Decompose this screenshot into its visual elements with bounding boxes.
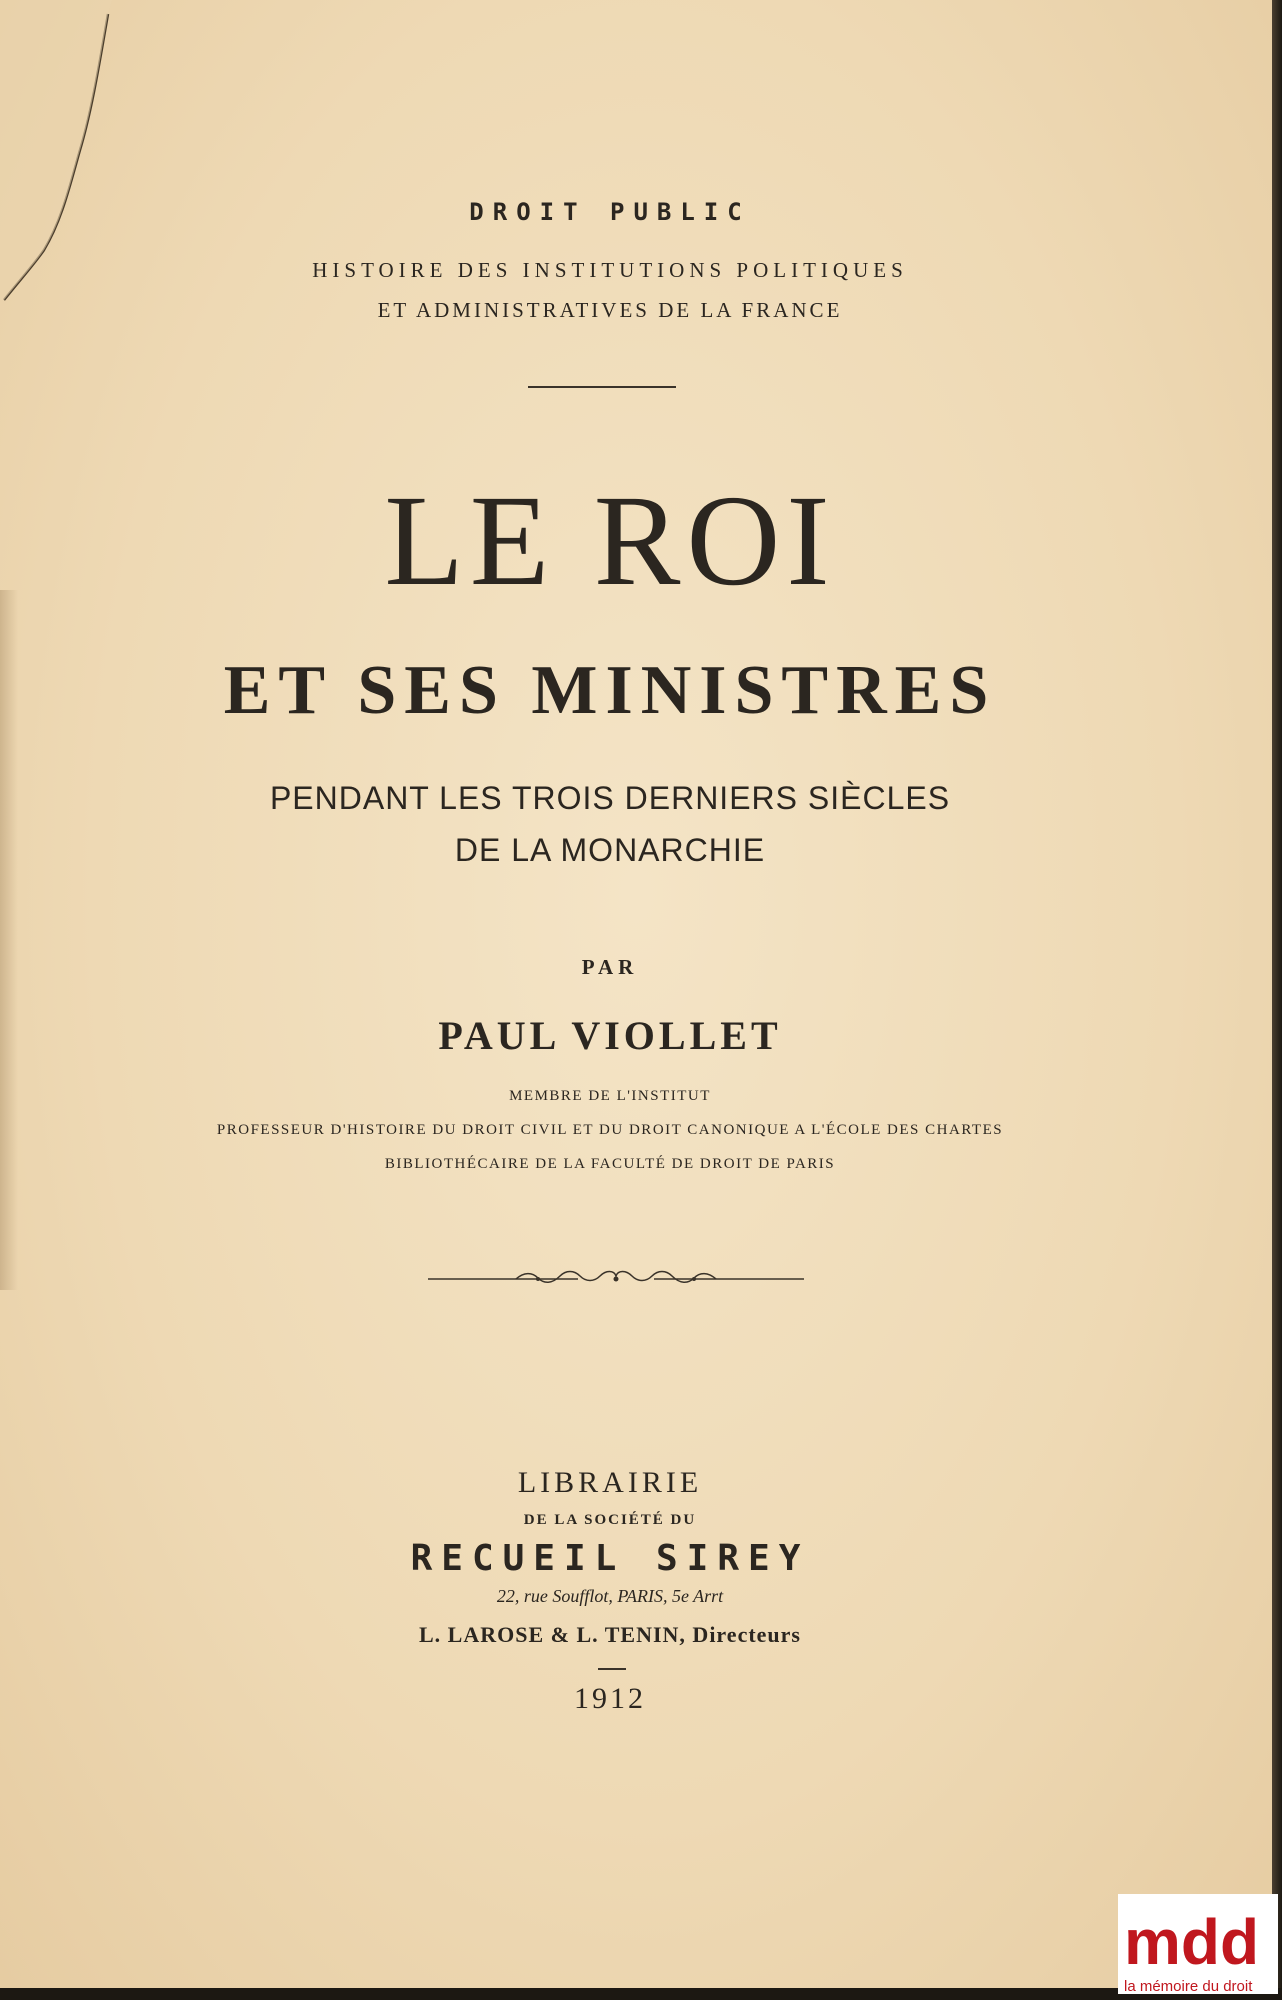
book-subtitle-line2: DE LA MONARCHIE [454, 832, 766, 868]
book-title: LE ROI [384, 469, 836, 613]
book-subtitle-line1: PENDANT LES TROIS DERNIERS SIÈCLES [269, 780, 951, 816]
series-subtitle-line2: ET ADMINISTRATIVES DE LA FRANCE [377, 298, 843, 322]
divider-rule [528, 386, 676, 388]
author-credential: BIBLIOTHÉCAIRE DE LA FACULTÉ DE DROIT DE PARIS [384, 1156, 836, 1172]
publication-year: 1912 [574, 1682, 646, 1715]
author-name: PAUL VIOLLET [438, 1013, 782, 1058]
series-subtitle-line1: HISTOIRE DES INSTITUTIONS POLITIQUES [312, 258, 908, 282]
logo-tagline: la mémoire du droit [1124, 1978, 1253, 1995]
svg-text:mdd: mdd [1124, 1906, 1260, 1978]
by-label: PAR [581, 955, 639, 979]
author-credential: MEMBRE DE L'INSTITUT [509, 1088, 711, 1104]
book-title-second-line: ET SES MINISTRES [223, 652, 997, 729]
page-edge-bottom [0, 1988, 1282, 2000]
small-rule [598, 1668, 626, 1670]
ornament-divider [428, 1262, 804, 1296]
page-edge-right [1272, 0, 1282, 2000]
series-title: DROIT PUBLIC [469, 198, 751, 226]
publisher-line1: LIBRAIRIE [517, 1466, 703, 1499]
author-credential: PROFESSEUR D'HISTOIRE DU DROIT CIVIL ET DU DROIT CANONIQUE A L'ÉCOLE DES CHARTES [216, 1122, 1004, 1138]
publisher-directors: L. LAROSE & L. TENIN, Directeurs [419, 1622, 801, 1647]
publisher-address: 22, rue Soufflot, PARIS, 5e Arrt [496, 1586, 724, 1606]
publisher-line2: DE LA SOCIÉTÉ DU [523, 1512, 697, 1528]
publisher-name: RECUEIL SIREY [410, 1538, 810, 1579]
